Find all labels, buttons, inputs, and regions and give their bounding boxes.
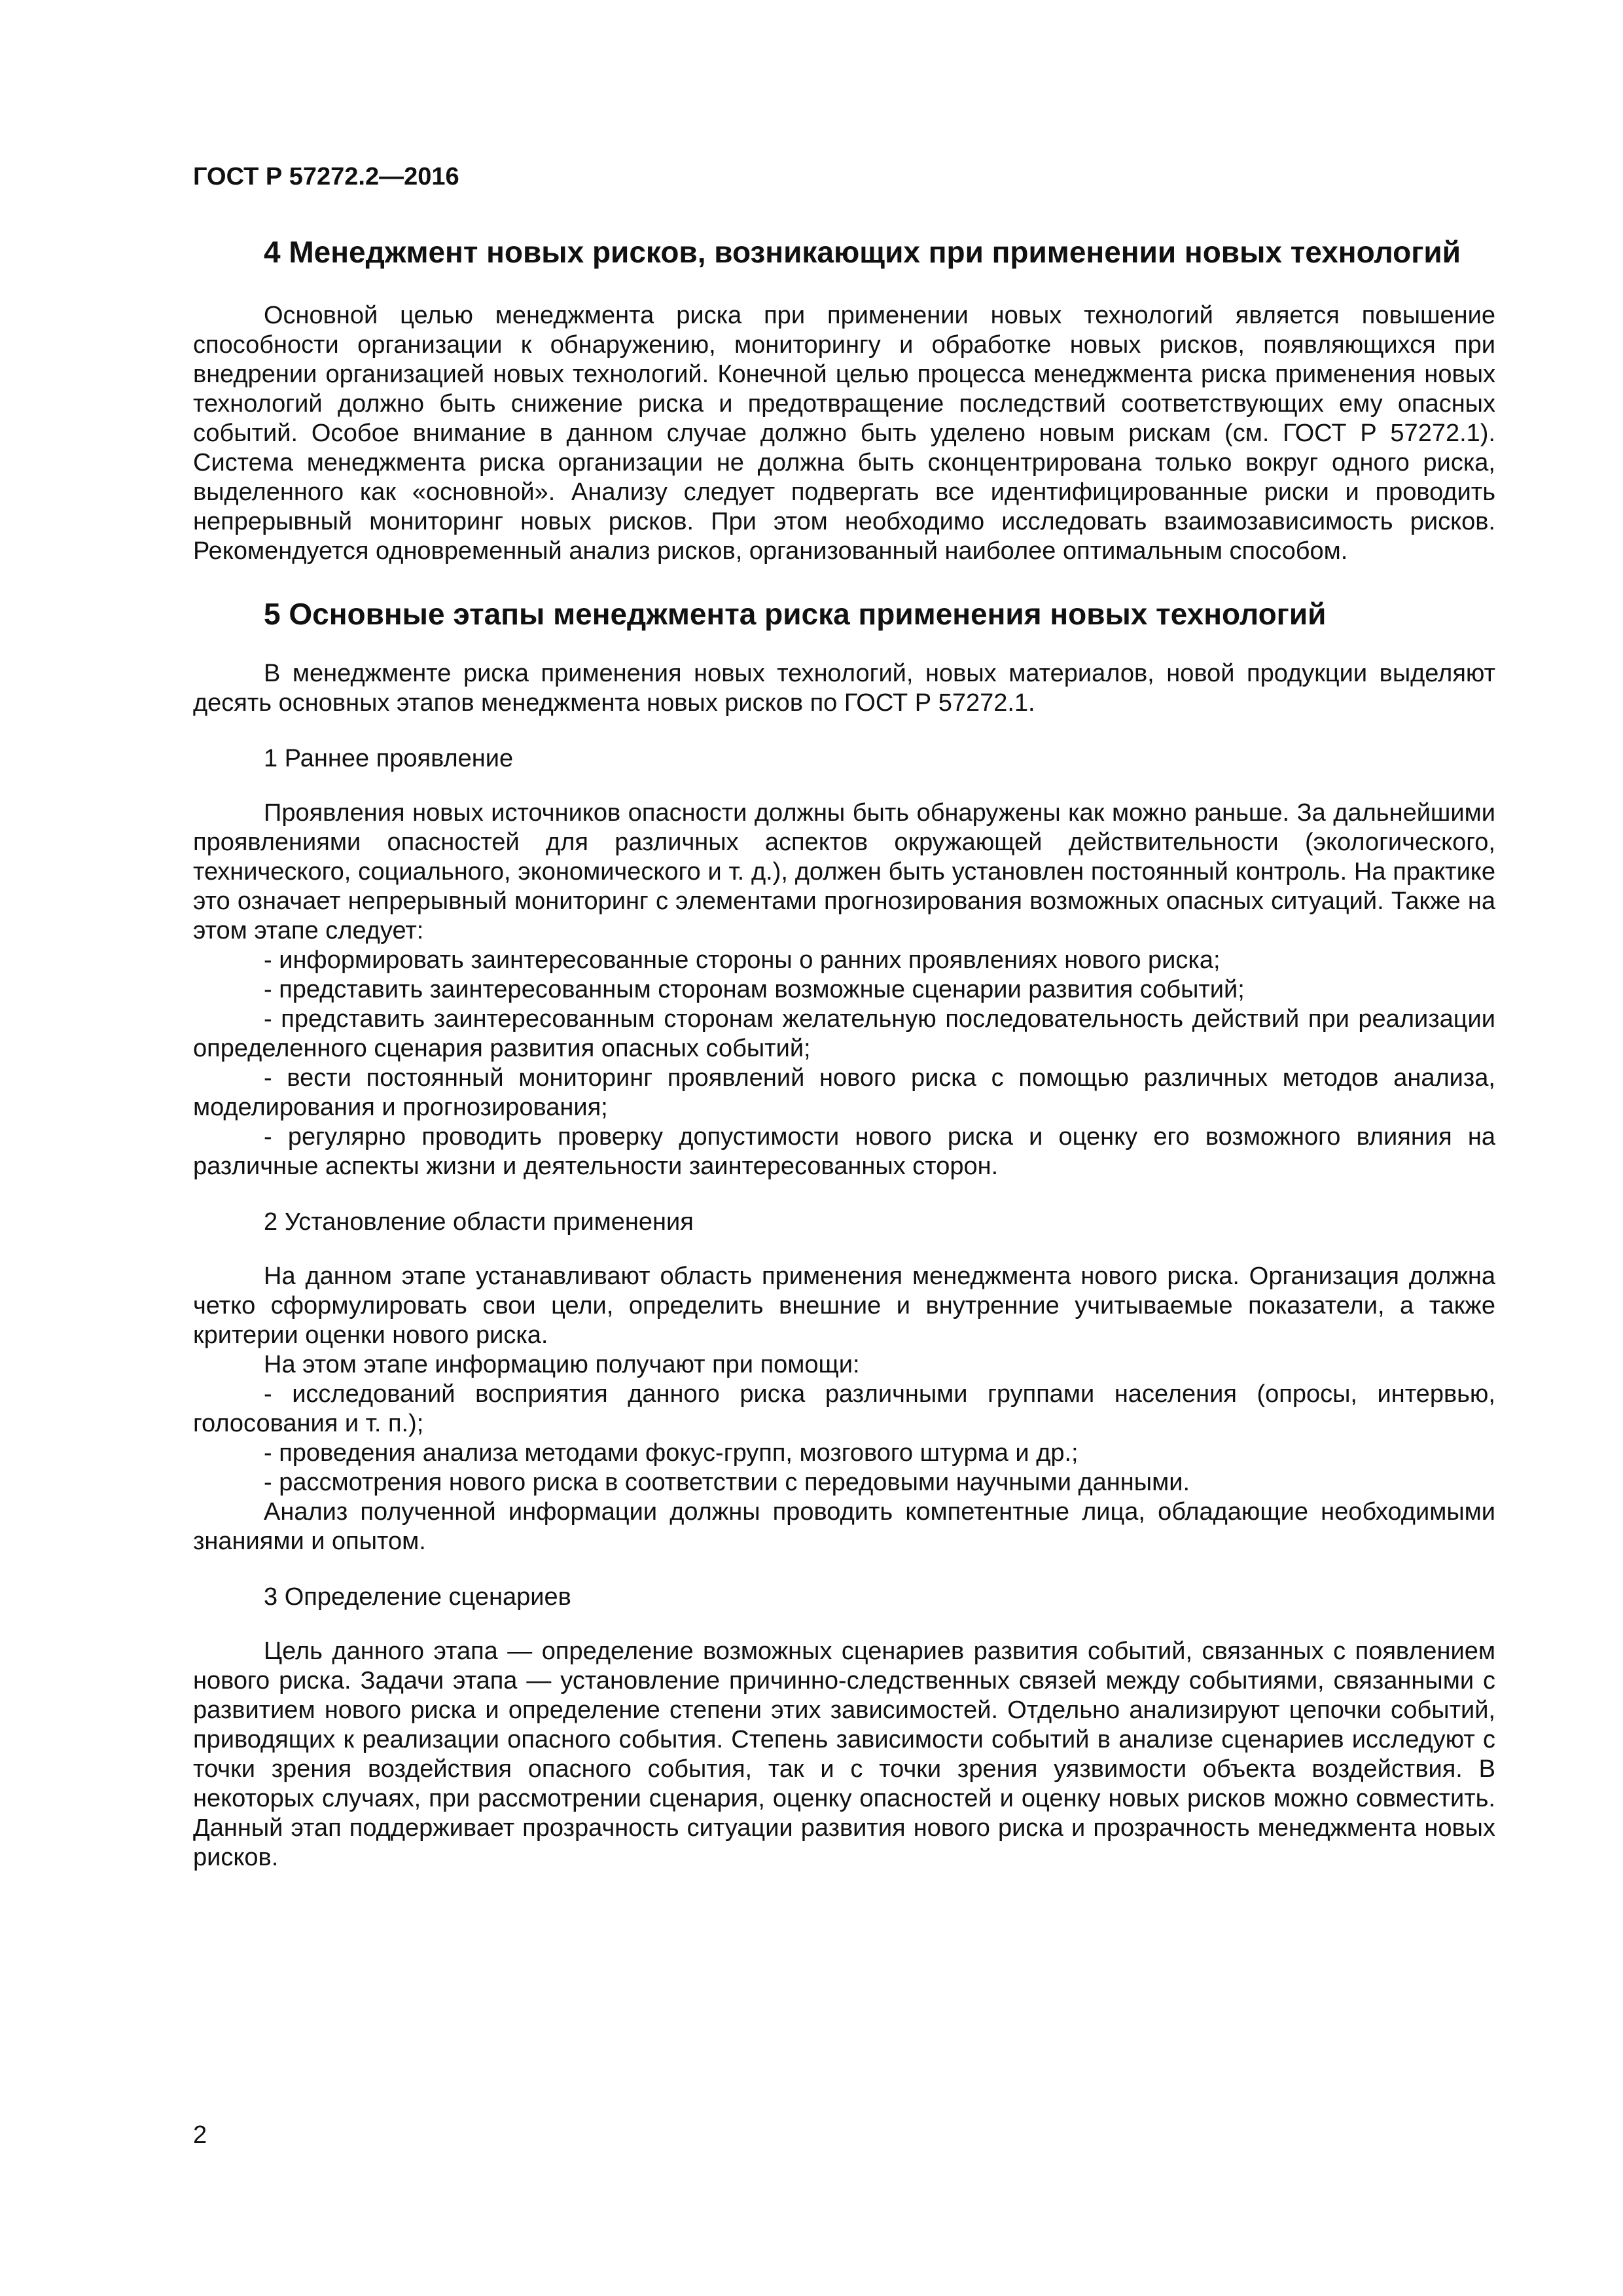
document-body <box>193 223 1495 1873</box>
stage-2-item: - исследований восприятия данного риска различными группами населения (опросы, интервью, голосования и т. п.); <box>193 1380 1495 1437</box>
section-5-intro: В менеджменте риска применения новых технологий, новых материалов, новой продукции выделяют десять основных этапов менеджмента новых рисков по ГОСТ Р 57272.1. <box>193 660 1495 717</box>
stage-2-item: - рассмотрения нового риска в соответствии с передовыми научными данными. <box>264 1469 1190 1496</box>
stage-1-item: - регулярно проводить проверку допустимости нового риска и оценку его возможного влияния на различные аспекты жизни и деятельности заинтересованных сторон. <box>193 1123 1495 1180</box>
stage-1-item: - представить заинтересованным сторонам желательную последовательность действий при реализации определенного сценария развития опасных событий; <box>193 1005 1495 1062</box>
stage-2-heading: 2 Установление области применения <box>264 1208 694 1236</box>
stage-1-item: - представить заинтересованным сторонам возможные сценарии развития событий; <box>264 976 1245 1003</box>
stage-1-item: - вести постоянный мониторинг проявлений нового риска с помощью различных методов анализа, моделирования и прогнозирования; <box>193 1064 1495 1121</box>
standard-code-header: ГОСТ Р 57272.2—2016 <box>193 163 459 190</box>
stage-1-paragraph: Проявления новых источников опасности должны быть обнаружены как можно раньше. За дальнейшими проявлениями опасностей для различных аспектов окружающей действительности (экологического, технического, социального, экономического и т. д.), должен быть установлен постоянный контроль. На практике это означает непрерывный мониторинг с элементами прогнозирования возможных опасных ситуаций. Также на этом этапе следует: <box>193 799 1495 944</box>
stage-3-paragraph: Цель данного этапа — определение возможных сценариев развития событий, связанных с появлением нового риска. Задачи этапа — установление причинно-следственных связей между событиями, связанными с развитием нового риска и определение степени этих зависимостей. Отдельно анализируют цепочки событий, приводящих к реализации опасного события. Степень зависимости событий в анализе сценариев исследуют с точки зрения воздействия опасного события, так и с точки зрения уязвимости объекта воздействия. В некоторых случаях, при рассмотрении сценария, оценку опасностей и оценку новых рисков можно совместить. Данный этап поддерживает прозрачность ситуации развития нового риска и прозрачность менеджмента новых рисков. <box>193 1638 1495 1871</box>
stage-3-heading: 3 Определение сценариев <box>264 1583 571 1611</box>
stage-2-paragraph: На данном этапе устанавливают область применения менеджмента нового риска. Организация должна четко сформулировать свои цели, определить внешние и внутренние учитываемые показатели, а также критерии оценки нового риска. <box>193 1263 1495 1349</box>
section-5-heading: 5 Основные этапы менеджмента риска применения новых технологий <box>264 597 1327 631</box>
stage-1-item: - информировать заинтересованные стороны о ранних проявлениях нового риска; <box>264 946 1221 974</box>
stage-2-item: - проведения анализа методами фокус-групп, мозгового штурма и др.; <box>264 1439 1079 1467</box>
stage-2-lead: На этом этапе информацию получают при помощи: <box>264 1351 860 1378</box>
section-4-heading: 4 Менеджмент новых рисков, возникающих при применении новых технологий <box>264 235 1461 269</box>
stage-1-heading: 1 Раннее проявление <box>264 745 514 772</box>
section-4-paragraph: Основной целью менеджмента риска при применении новых технологий является повышение способности организации к обнаружению, мониторингу и обработке новых рисков, появляющихся при внедрении организацией новых технологий. Конечной целью процесса менеджмента риска применения новых технологий должно быть снижение риска и предотвращение последствий соответствующих ему опасных событий. Особое внимание в данном случае должно быть уделено новым рискам (см. ГОСТ Р 57272.1). Система менеджмента риска организации не должна быть сконцентрирована только вокруг одного риска, выделенного как «основной». Анализу следует подвергать все идентифицированные риски и проводить непрерывный мониторинг новых рисков. При этом необходимо исследовать взаимозависимость рисков. Рекомендуется одновременный анализ рисков, организованный наиболее оптимальным способом. <box>193 302 1495 565</box>
stage-2-closing: Анализ полученной информации должны проводить компетентные лица, обладающие необходимыми знаниями и опытом. <box>193 1498 1495 1555</box>
page-number: 2 <box>193 2121 207 2149</box>
